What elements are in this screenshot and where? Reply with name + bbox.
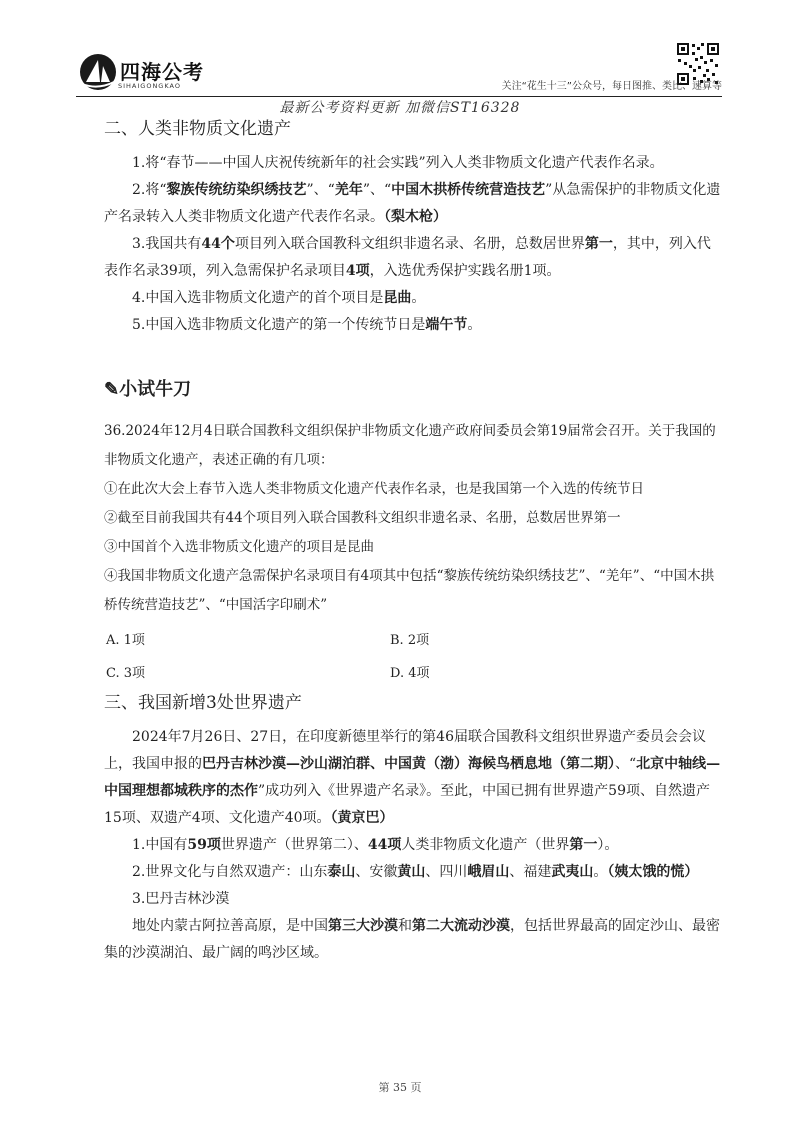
section-2-title: 二、人类非物质文化遗产: [104, 119, 291, 139]
text-run: 3.巴丹吉林沙漠: [132, 891, 230, 907]
list-item: [104, 832, 724, 859]
text-run: 、安徽: [355, 864, 398, 880]
answer-option[interactable]: A. 1项: [106, 633, 145, 648]
bold-text: 4项: [345, 263, 370, 279]
text-run: 世界遗产（世界第二）、: [220, 837, 368, 853]
text-run: 2.世界文化与自然双遗产：山东: [132, 864, 328, 880]
bold-text: 峨眉山: [467, 864, 510, 880]
text-run: 2.将“: [132, 182, 167, 198]
statement-item: ①在此次大会上春节入选人类非物质文化遗产代表作名录，也是我国第一个入选的传统节日: [104, 481, 644, 497]
text-run: ，其中，列入代表作名录39项，列入急需保护名录项目: [104, 236, 711, 279]
text-run: 。: [411, 290, 426, 306]
desert-description: [104, 913, 724, 967]
bold-text: 第一: [584, 236, 613, 252]
bold-text: （姨太饿的慌）: [607, 864, 699, 880]
bold-text: 端午节: [425, 317, 468, 333]
text-run: 、“: [615, 756, 637, 772]
bold-text: 59项: [187, 837, 221, 853]
text-run: 。: [467, 317, 482, 333]
bold-text: 昆曲: [383, 290, 412, 306]
bold-text: 羌年: [334, 182, 363, 198]
answer-option[interactable]: D. 4项: [390, 666, 430, 681]
bold-text: 第一: [569, 837, 598, 853]
section-3-list: [104, 832, 724, 913]
bold-text: 44个: [201, 236, 235, 252]
text-run: 、四川: [425, 864, 468, 880]
list-item: [104, 177, 724, 231]
bold-text: 44项: [367, 837, 402, 853]
bold-text: 泰山: [327, 864, 356, 880]
text-run: 和: [398, 918, 412, 934]
bold-text: 北京中轴线—中国理想都城秩序的杰作: [104, 756, 721, 799]
question-stem: 36.2024年12月4日联合国教科文组织保护非物质文化遗产政府间委员会第19届常会召开。关于我国的非物质文化遗产，表述正确的有几项：: [104, 423, 716, 468]
text-run: ）。: [597, 837, 619, 853]
text-run: 1.中国有: [132, 837, 188, 853]
text-run: ，入选优秀保护实践名册1项。: [369, 263, 561, 279]
answer-options: [104, 624, 724, 690]
exercise-title: ✎小试牛刀: [104, 379, 192, 400]
text-run: ”从急需保护的非物质文化遗产名录转入人类非物质文化遗产代表作名录。: [104, 182, 721, 225]
bold-text: （梨木枪）: [384, 209, 447, 225]
list-item: [104, 312, 724, 339]
section-3-title: 三、我国新增3处世界遗产: [104, 693, 302, 713]
page-content: [104, 116, 724, 967]
bold-text: 第二大流动沙漠: [412, 918, 510, 934]
text-run: 人类非物质文化遗产（世界: [401, 837, 570, 853]
list-item: [104, 886, 724, 913]
statement-item: ③中国首个入选非物质文化遗产的项目是昆曲: [104, 539, 374, 555]
bold-text: 黄山: [397, 864, 426, 880]
section-3-paragraph: [104, 724, 724, 832]
statement-item: ④我国非物质文化遗产急需保护名录项目有4项其中包括“黎族传统纺染织绣技艺”、“羌年”、“中国木拱桥传统营造技艺”、“中国活字印刷术”: [104, 568, 715, 613]
bold-text: 武夷山: [551, 864, 594, 880]
list-item: [104, 150, 724, 177]
bold-text: 第三大沙漠: [328, 918, 398, 934]
text-run: 2024年7月26日、27日，在印度新德里举行的第46届联合国教科文组织世界遗产委员会会议上，我国申报的: [104, 729, 706, 772]
answer-option[interactable]: B. 2项: [390, 633, 430, 648]
header-note: 关注“花生十三”公众号，每日图推、类比、速算等: [501, 81, 722, 92]
bold-text: 中国木拱桥传统营造技艺: [391, 182, 546, 198]
question-statements: [104, 475, 724, 620]
bold-text: （黄京巴）: [330, 810, 394, 826]
sihai-logo-icon: [76, 52, 120, 92]
bold-text: 黎族传统纺染织绣技艺: [166, 182, 307, 198]
answer-option[interactable]: C. 3项: [106, 666, 146, 681]
page-header: [0, 0, 800, 100]
text-run: 1.将“春节——中国人庆祝传统新年的社会实践”列入人类非物质文化遗产代表作名录。: [132, 155, 664, 171]
text-run: ”、“: [306, 182, 335, 198]
brand-name: 四海公考: [120, 60, 204, 84]
bold-text: 巴丹吉林沙漠—沙山湖泊群、中国黄（渤）海候鸟栖息地（第二期）: [202, 756, 615, 772]
list-item: [104, 285, 724, 312]
list-item: [104, 231, 724, 285]
text-run: 5.中国入选非物质文化遗产的第一个传统节日是: [132, 317, 426, 333]
statement-item: ②截至目前我国共有44个项目列入联合国教科文组织非遗名录、名册，总数居世界第一: [104, 510, 621, 526]
text-run: ”成功列入《世界遗产名录》。至此，中国已拥有世界遗产59项、自然遗产15项、双遗产4项、文化遗产40项。: [104, 783, 710, 826]
text-run: 、福建: [509, 864, 552, 880]
page-number: 第 35 页: [378, 1081, 422, 1094]
watermark-text: 最新公考资料更新 加微信ST16328: [279, 100, 521, 116]
text-run: 4.中国入选非物质文化遗产的首个项目是: [132, 290, 384, 306]
brand-subtitle: SIHAIGONGKAO: [118, 82, 181, 90]
text-run: ”、“: [362, 182, 392, 198]
text-run: 项目列入联合国教科文组织非遗名录、名册，总数居世界: [234, 236, 585, 252]
text-run: 。: [593, 864, 608, 880]
text-run: ，包括世界最高的固定沙山、最密集的沙漠湖泊、最广阔的鸣沙区域。: [104, 918, 720, 961]
text-run: 3.我国共有: [132, 236, 202, 252]
section-2-list: [104, 150, 724, 339]
text-run: 地处内蒙古阿拉善高原，是中国: [132, 918, 328, 934]
list-item: [104, 859, 724, 886]
